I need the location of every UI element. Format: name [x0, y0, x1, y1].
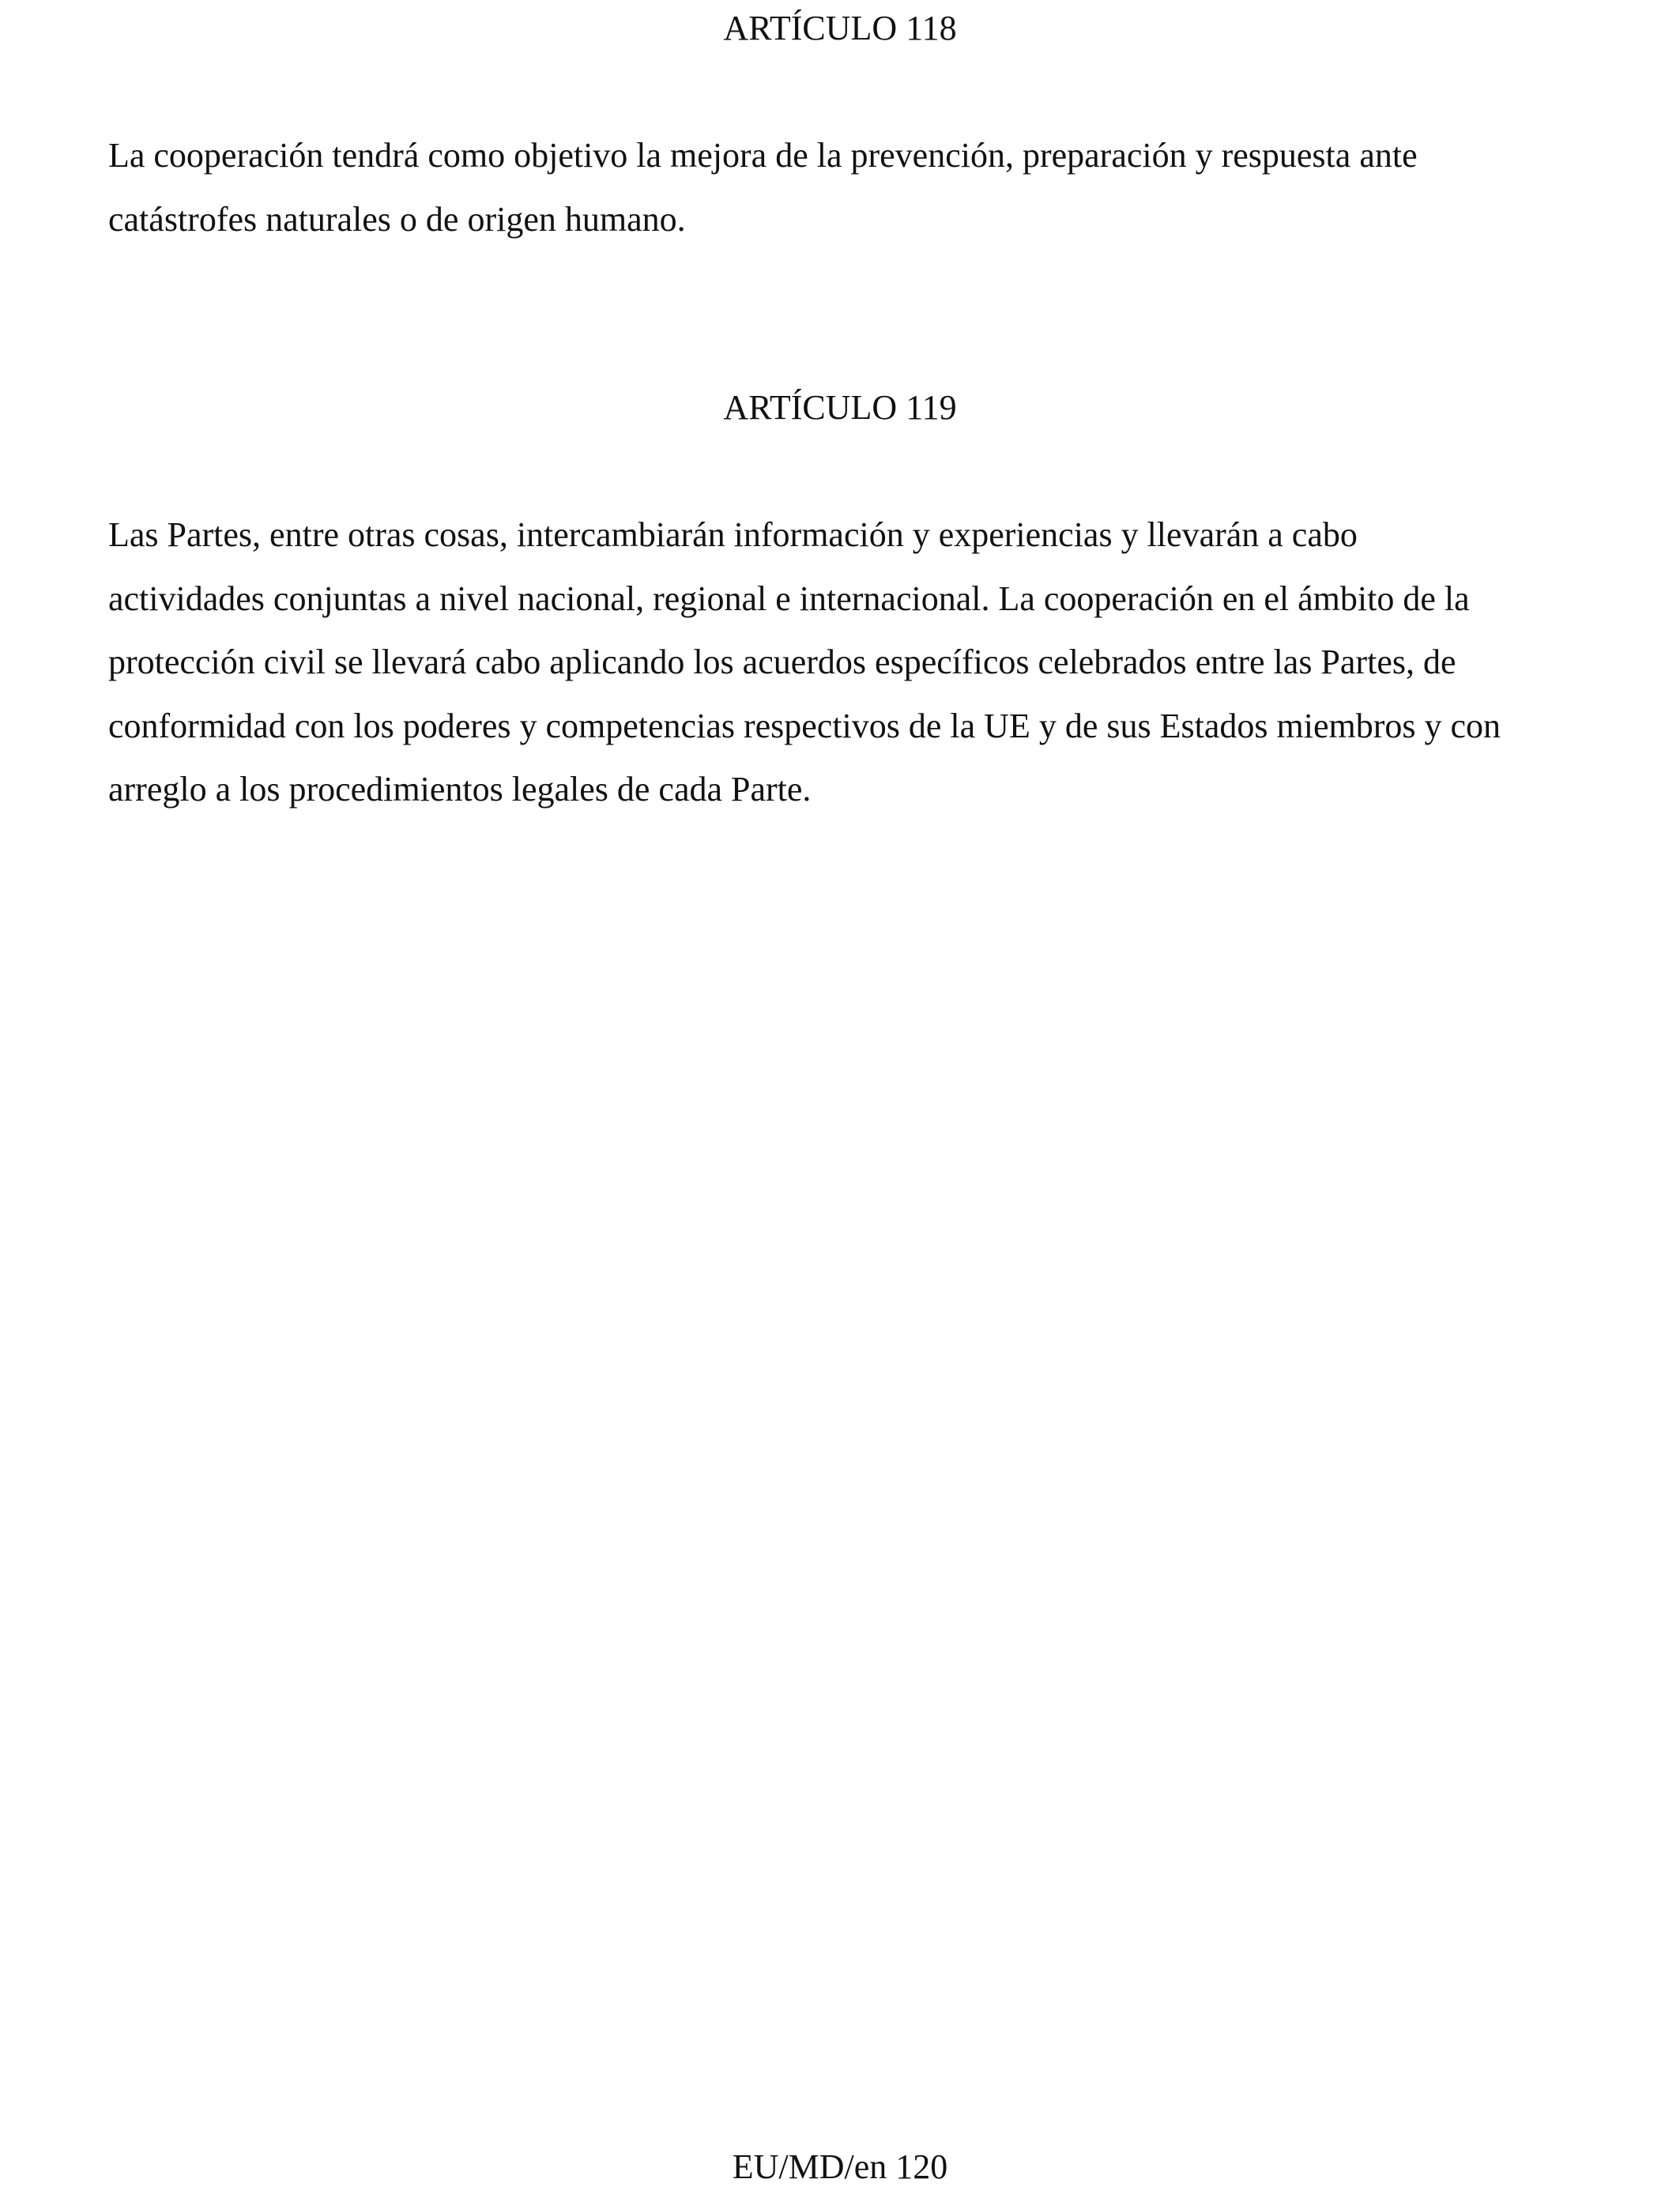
- article-119-paragraph: [108, 503, 1594, 822]
- paragraph-line: protección civil se llevará cabo aplicando los acuerdos específicos celebrados entre las Partes, de: [108, 643, 1456, 681]
- paragraph-line: La cooperación tendrá como objetivo la mejora de la prevención, preparación y respuesta ante: [108, 136, 1418, 175]
- paragraph-line: arreglo a los procedimientos legales de cada Parte.: [108, 770, 812, 809]
- paragraph-line: actividades conjuntas a nivel nacional, regional e internacional. La cooperación en el ámbito de la: [108, 579, 1470, 618]
- article-118-paragraph: [108, 124, 1594, 251]
- article-119-heading: ARTÍCULO 119: [723, 388, 957, 427]
- paragraph-line: conformidad con los poderes y competencias respectivos de la UE y de sus Estados miembros y con: [108, 706, 1501, 745]
- paragraph-line: Las Partes, entre otras cosas, intercambiarán información y experiencias y llevarán a cabo: [108, 515, 1358, 554]
- page-footer-reference: EU/MD/en 120: [732, 2147, 948, 2186]
- paragraph-line: catástrofes naturales o de origen humano.: [108, 199, 686, 239]
- article-118-heading: ARTÍCULO 118: [723, 9, 957, 47]
